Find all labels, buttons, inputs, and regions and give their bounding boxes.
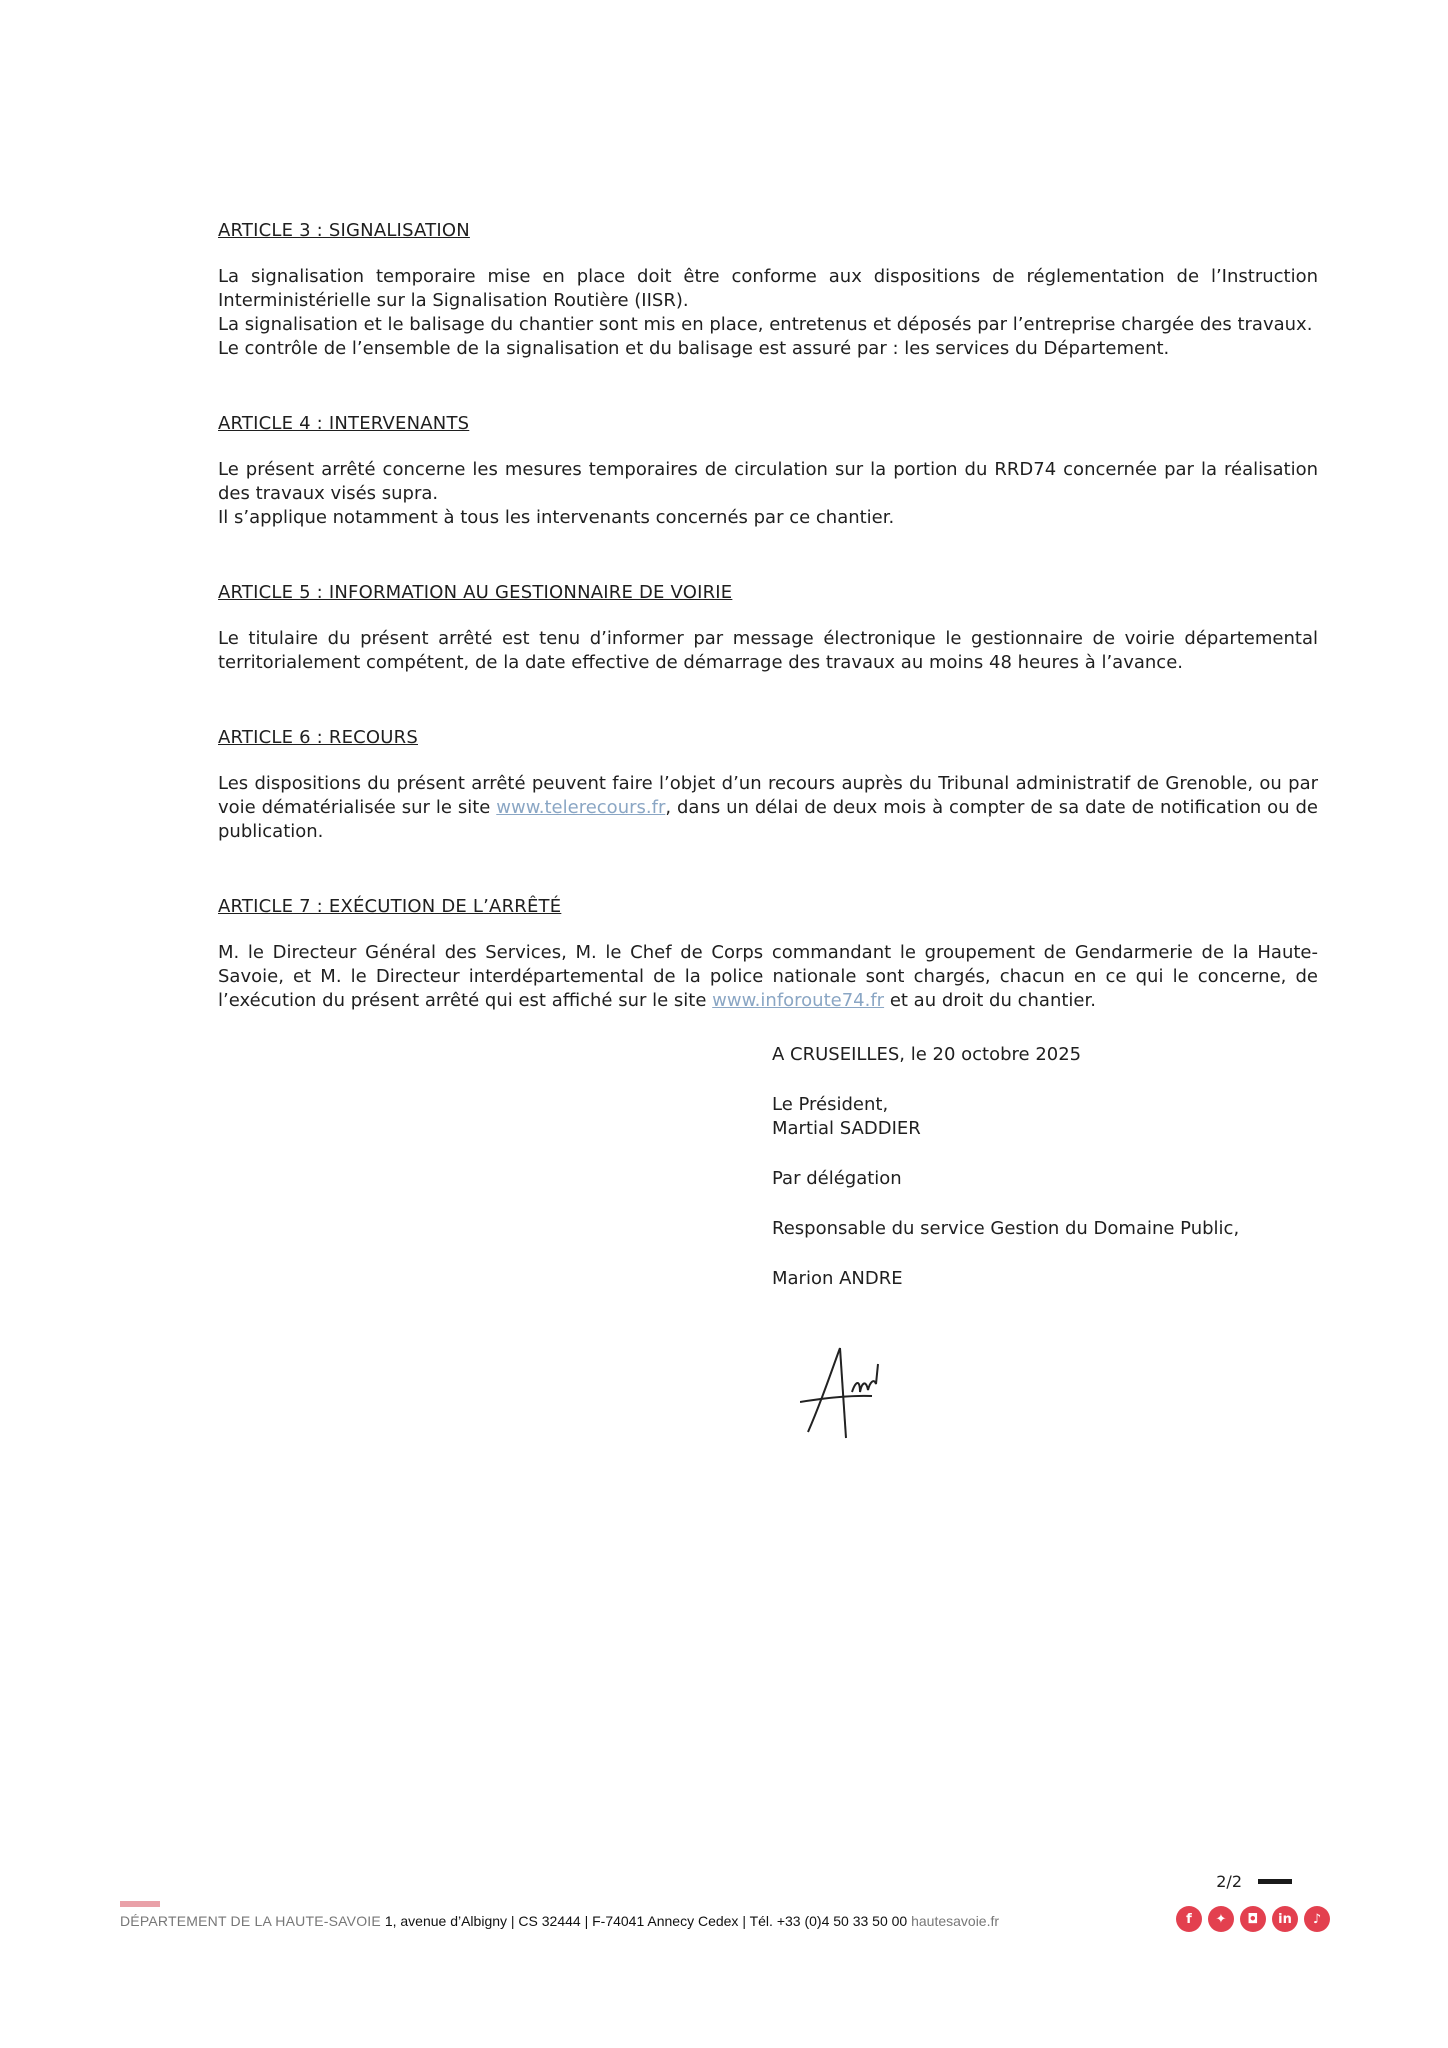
article-paragraph: [218, 941, 1318, 1013]
article-4: [218, 413, 1318, 530]
article-paragraph: [218, 772, 1318, 844]
page-number-text: 2/2: [1216, 1872, 1242, 1891]
telerecours-link[interactable]: www.telerecours.fr: [496, 797, 666, 818]
handwritten-signature: [800, 1340, 900, 1440]
footer-department: DÉPARTEMENT DE LA HAUTE-SAVOIE: [120, 1913, 381, 1929]
inforoute-link[interactable]: www.inforoute74.fr: [712, 990, 885, 1011]
article-3: [218, 220, 1318, 361]
footer-brand-mark: [120, 1901, 160, 1907]
page-number: [1216, 1872, 1292, 1891]
page-number-bar: [1258, 1879, 1292, 1884]
article-title: ARTICLE 3 : SIGNALISATION: [218, 220, 470, 241]
delegation-text: Par délégation: [772, 1168, 902, 1189]
paragraph-text: M. le Directeur Général des Services, M. le Chef de Corps commandant le groupement de Gendarmerie de la Haute-Savoie, et M. le Directeur interdépartemental de la police nationale sont chargés, chacun en ce qui le concerne, de l’exécution du présent arrêté qui est affiché sur le site: [218, 942, 1318, 1011]
article-paragraph: La signalisation temporaire mise en place doit être conforme aux dispositions de réglementation de l’Instruction Interministérielle sur la Signalisation Routière (IISR).: [218, 266, 1318, 311]
article-paragraph: Le contrôle de l’ensemble de la signalisation et du balisage est assuré par : les services du Département.: [218, 338, 1170, 359]
paragraph-text: , dans un délai de deux mois à compter de sa date de notification ou de publication.: [218, 797, 1318, 842]
footer-address: 1, avenue d’Albigny | CS 32444 | F-74041 Annecy Cedex | Tél. +33 (0)4 50 33 50 00: [384, 1913, 908, 1929]
article-paragraph: La signalisation et le balisage du chantier sont mis en place, entretenus et déposés par l’entreprise chargée des travaux.: [218, 314, 1313, 335]
social-icons: [1176, 1906, 1330, 1932]
article-paragraph: Le présent arrêté concerne les mesures temporaires de circulation sur la portion du RRD74 concernée par la réalisation des travaux visés supra.: [218, 459, 1318, 504]
paragraph-text: et au droit du chantier.: [884, 990, 1096, 1011]
article-title: ARTICLE 7 : EXÉCUTION DE L’ARRÊTÉ: [218, 896, 562, 917]
president-name: Martial SADDIER: [772, 1118, 921, 1139]
service-title: Responsable du service Gestion du Domaine Public,: [772, 1218, 1240, 1239]
article-title: ARTICLE 5 : INFORMATION AU GESTIONNAIRE DE VOIRIE: [218, 582, 733, 603]
article-title: ARTICLE 6 : RECOURS: [218, 727, 418, 748]
article-5: [218, 582, 1318, 675]
article-paragraph: Il s’applique notamment à tous les intervenants concernés par ce chantier.: [218, 507, 895, 528]
signatory-name: Marion ANDRE: [772, 1268, 903, 1289]
president-role: Le Président,: [772, 1094, 889, 1115]
footer: [120, 1913, 1330, 1929]
place-date: A CRUSEILLES, le 20 octobre 2025: [772, 1044, 1082, 1065]
paragraph-text: Les dispositions du présent arrêté peuvent faire l’objet d’un recours auprès du Tribunal administratif de Grenoble, ou par voie dématérialisée sur le site: [218, 773, 1318, 818]
footer-website[interactable]: hautesavoie.fr: [911, 1913, 1000, 1929]
facebook-icon[interactable]: f: [1176, 1906, 1202, 1932]
article-7: [218, 896, 1318, 1013]
article-title: ARTICLE 4 : INTERVENANTS: [218, 413, 470, 434]
article-paragraph: Le titulaire du présent arrêté est tenu d’informer par message électronique le gestionnaire de voirie départemental territorialement compétent, de la date effective de démarrage des travaux au moins 48 heures à l’avance.: [218, 628, 1318, 673]
twitter-icon[interactable]: ✦: [1208, 1906, 1234, 1932]
document-body: [218, 220, 1318, 1065]
instagram-icon[interactable]: ◘: [1240, 1906, 1266, 1932]
footer-text: [120, 1913, 1330, 1929]
signature-block: [772, 1043, 1239, 1291]
linkedin-icon[interactable]: in: [1272, 1906, 1298, 1932]
tiktok-icon[interactable]: ♪: [1304, 1906, 1330, 1932]
article-6: [218, 727, 1318, 844]
